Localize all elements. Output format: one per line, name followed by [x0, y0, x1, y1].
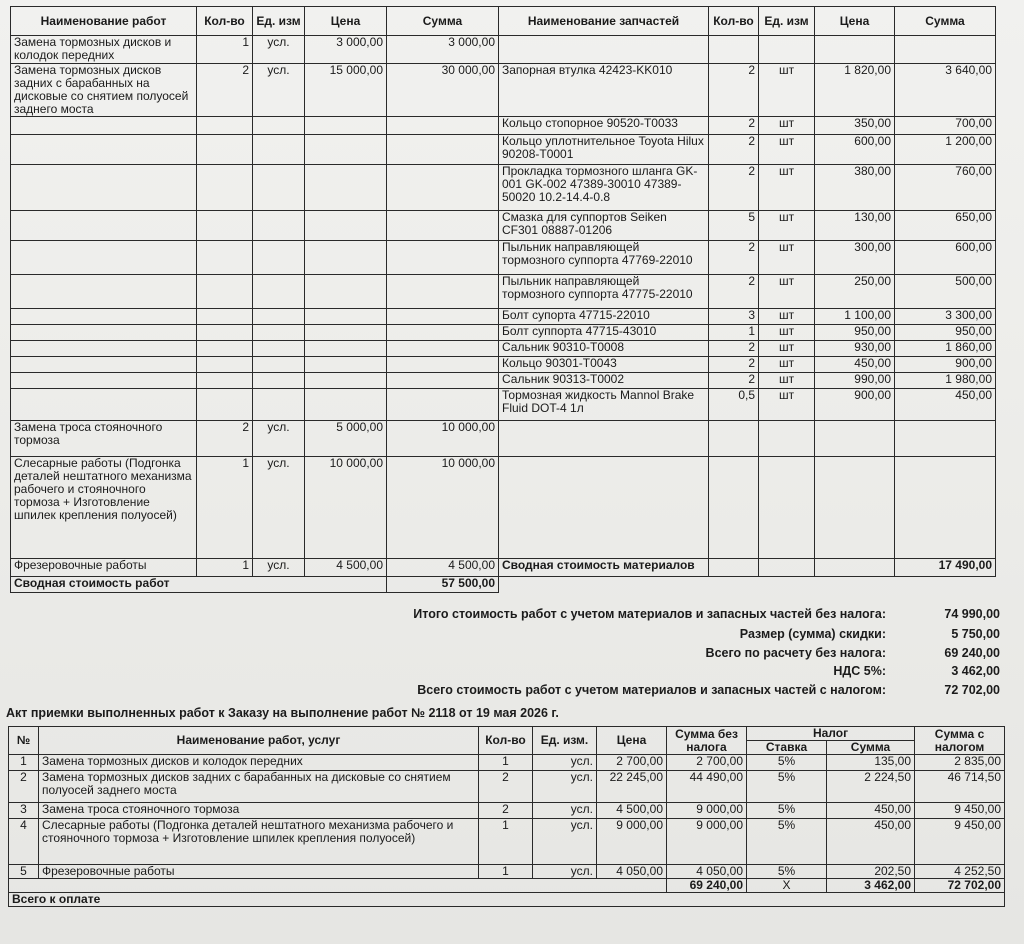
work-unit-cell	[253, 357, 305, 373]
work-sum-cell	[387, 165, 499, 211]
service-name-cell: Замена троса стояночного тормоза	[39, 803, 479, 819]
header-service-name: Наименование работ, услуг	[39, 727, 479, 755]
table-row	[11, 309, 996, 325]
header-part-name: Наименование запчастей	[499, 7, 709, 36]
service-qty-cell: 1	[479, 865, 533, 879]
header-price: Цена	[597, 727, 667, 755]
header-unit: Ед. изм.	[533, 727, 597, 755]
service-name-cell: Слесарные работы (Подгонка деталей нештатного механизма рабочего и стояночного тормоза + Изготовление шпилек крепления полуосей)	[39, 819, 479, 865]
table-row	[11, 457, 996, 559]
works-and-parts-table	[10, 6, 996, 593]
part-sum-cell: 600,00	[895, 241, 996, 275]
part-qty-cell: 2	[709, 165, 759, 211]
work-sum-cell	[387, 325, 499, 341]
work-qty-cell: 1	[197, 559, 253, 577]
part-price-cell: 380,00	[815, 165, 895, 211]
total-with-tax: 72 702,00	[915, 879, 1005, 893]
part-sum-cell: 700,00	[895, 117, 996, 135]
work-price-cell	[305, 389, 387, 421]
header-work-sum: Сумма	[387, 7, 499, 36]
part-price-cell: 930,00	[815, 341, 895, 357]
work-name-cell: Замена тормозных дисков задних с барабанных на дисковые со снятием полуосей заднего моста	[11, 64, 197, 117]
row-number-cell: 3	[9, 803, 39, 819]
part-price-cell: 130,00	[815, 211, 895, 241]
totals-row	[413, 607, 1000, 623]
work-qty-cell: 2	[197, 421, 253, 457]
part-unit-cell: шт	[759, 64, 815, 117]
tax-sum-cell: 135,00	[827, 755, 915, 771]
work-name-cell	[11, 341, 197, 357]
tax-rate-cell: 5%	[747, 819, 827, 865]
totals-row	[833, 664, 1000, 680]
part-name-cell: Кольцо стопорное 90520-T0033	[499, 117, 709, 135]
totals-value: 5 750,00	[951, 627, 1000, 641]
row-number-cell: 1	[9, 755, 39, 771]
part-sum-cell	[895, 457, 996, 559]
work-price-cell	[305, 325, 387, 341]
table-row	[11, 559, 996, 577]
totals-value: 74 990,00	[944, 607, 1000, 621]
totals-label: Всего по расчету без налога:	[705, 646, 886, 660]
part-name-cell: Кольцо уплотнительное Toyota Hilux 90208-T0001	[499, 135, 709, 165]
part-qty-cell: 2	[709, 373, 759, 389]
work-qty-cell	[197, 309, 253, 325]
part-name-cell	[499, 36, 709, 64]
part-unit-cell	[759, 559, 815, 577]
header-work-name: Наименование работ	[11, 7, 197, 36]
part-qty-cell	[709, 421, 759, 457]
work-unit-cell: усл.	[253, 559, 305, 577]
table-row	[11, 341, 996, 357]
act-row	[9, 803, 1005, 819]
table-row	[11, 135, 996, 165]
part-unit-cell: шт	[759, 117, 815, 135]
work-qty-cell	[197, 135, 253, 165]
part-qty-cell	[709, 36, 759, 64]
work-qty-cell	[197, 275, 253, 309]
part-price-cell	[815, 421, 895, 457]
part-qty-cell: 2	[709, 357, 759, 373]
work-name-cell	[11, 135, 197, 165]
part-price-cell: 300,00	[815, 241, 895, 275]
act-title: Акт приемки выполненных работ к Заказу на выполнение работ № 2118 от 19 мая 2026 г.	[6, 706, 559, 720]
part-unit-cell: шт	[759, 211, 815, 241]
work-unit-cell: усл.	[253, 64, 305, 117]
service-total-cell: 9 450,00	[915, 803, 1005, 819]
work-price-cell: 15 000,00	[305, 64, 387, 117]
work-qty-cell: 1	[197, 36, 253, 64]
tax-sum-cell: 450,00	[827, 803, 915, 819]
part-name-cell: Болт супорта 47715-22010	[499, 309, 709, 325]
work-name-cell: Замена троса стояночного тормоза	[11, 421, 197, 457]
work-price-cell	[305, 275, 387, 309]
totals-row	[417, 683, 1000, 699]
part-price-cell: 1 820,00	[815, 64, 895, 117]
part-name-cell: Сводная стоимость материалов	[499, 559, 709, 577]
work-unit-cell	[253, 117, 305, 135]
part-unit-cell: шт	[759, 165, 815, 211]
table-row	[11, 211, 996, 241]
tax-sum-cell: 2 224,50	[827, 771, 915, 803]
work-qty-cell	[197, 341, 253, 357]
part-name-cell: Пыльник направляющей тормозного суппорта 47769-22010	[499, 241, 709, 275]
totals-value: 69 240,00	[944, 646, 1000, 660]
service-total-cell: 46 714,50	[915, 771, 1005, 803]
act-row	[9, 755, 1005, 771]
work-qty-cell	[197, 241, 253, 275]
service-unit-cell: усл.	[533, 819, 597, 865]
works-summary-label: Сводная стоимость работ	[11, 577, 387, 593]
service-qty-cell: 2	[479, 771, 533, 803]
part-qty-cell: 2	[709, 275, 759, 309]
part-qty-cell: 2	[709, 135, 759, 165]
work-name-cell	[11, 211, 197, 241]
work-price-cell	[305, 165, 387, 211]
header-no: №	[9, 727, 39, 755]
work-sum-cell: 3 000,00	[387, 36, 499, 64]
header-work-unit: Ед. изм	[253, 7, 305, 36]
part-price-cell	[815, 36, 895, 64]
part-name-cell	[499, 421, 709, 457]
part-name-cell: Болт суппорта 47715-43010	[499, 325, 709, 341]
work-unit-cell	[253, 341, 305, 357]
work-name-cell	[11, 275, 197, 309]
tax-rate-cell: 5%	[747, 803, 827, 819]
work-name-cell: Фрезеровочные работы	[11, 559, 197, 577]
service-price-cell: 4 500,00	[597, 803, 667, 819]
part-sum-cell: 500,00	[895, 275, 996, 309]
service-name-cell: Замена тормозных дисков задних с барабанных на дисковые со снятием полуосей заднего моста	[39, 771, 479, 803]
part-sum-cell: 17 490,00	[895, 559, 996, 577]
work-unit-cell	[253, 309, 305, 325]
work-sum-cell	[387, 373, 499, 389]
work-qty-cell	[197, 117, 253, 135]
work-name-cell	[11, 389, 197, 421]
part-unit-cell: шт	[759, 373, 815, 389]
totals-value: 3 462,00	[951, 664, 1000, 678]
totals-value: 72 702,00	[944, 683, 1000, 697]
tax-sum-cell: 450,00	[827, 819, 915, 865]
work-qty-cell	[197, 357, 253, 373]
work-sum-cell: 10 000,00	[387, 421, 499, 457]
part-qty-cell: 2	[709, 117, 759, 135]
part-price-cell	[815, 457, 895, 559]
service-qty-cell: 2	[479, 803, 533, 819]
total-sum-no-tax: 69 240,00	[667, 879, 747, 893]
part-name-cell: Сальник 90313-T0002	[499, 373, 709, 389]
work-qty-cell: 1	[197, 457, 253, 559]
part-name-cell: Смазка для суппортов Seiken CF301 08887-01206	[499, 211, 709, 241]
work-unit-cell: усл.	[253, 421, 305, 457]
work-name-cell: Слесарные работы (Подгонка деталей нештатного механизма рабочего и стояночного тормоза + Изготовление шпилек крепления полуосей)	[11, 457, 197, 559]
totals-label: Итого стоимость работ с учетом материалов и запасных частей без налога:	[413, 607, 886, 621]
work-sum-cell	[387, 357, 499, 373]
header-qty: Кол-во	[479, 727, 533, 755]
work-unit-cell	[253, 135, 305, 165]
work-qty-cell: 2	[197, 64, 253, 117]
part-qty-cell: 1	[709, 325, 759, 341]
part-unit-cell	[759, 421, 815, 457]
part-sum-cell: 760,00	[895, 165, 996, 211]
part-name-cell: Кольцо 90301-T0043	[499, 357, 709, 373]
part-qty-cell: 2	[709, 64, 759, 117]
work-unit-cell	[253, 373, 305, 389]
part-price-cell: 990,00	[815, 373, 895, 389]
table-row	[11, 389, 996, 421]
work-price-cell	[305, 241, 387, 275]
part-name-cell	[499, 457, 709, 559]
part-unit-cell: шт	[759, 357, 815, 373]
service-qty-cell: 1	[479, 755, 533, 771]
totals-label: Размер (сумма) скидки:	[739, 627, 886, 641]
work-price-cell	[305, 135, 387, 165]
work-sum-cell: 10 000,00	[387, 457, 499, 559]
row-number-cell: 4	[9, 819, 39, 865]
header-work-qty: Кол-во	[197, 7, 253, 36]
empty-cell	[499, 577, 996, 593]
service-sum-cell: 44 490,00	[667, 771, 747, 803]
work-unit-cell	[253, 389, 305, 421]
part-name-cell: Тормозная жидкость Mannol Brake Fluid DOT-4 1л	[499, 389, 709, 421]
header-sum-no-tax: Сумма без налога	[667, 727, 747, 755]
service-name-cell: Фрезеровочные работы	[39, 865, 479, 879]
service-unit-cell: усл.	[533, 803, 597, 819]
pay-total-label: Всего к оплате	[9, 893, 1005, 907]
work-unit-cell	[253, 325, 305, 341]
works-table-header	[11, 7, 996, 36]
service-total-cell: 9 450,00	[915, 819, 1005, 865]
table-row	[11, 325, 996, 341]
part-unit-cell: шт	[759, 341, 815, 357]
part-sum-cell	[895, 421, 996, 457]
part-qty-cell: 5	[709, 211, 759, 241]
act-row	[9, 865, 1005, 879]
table-row	[11, 421, 996, 457]
table-row	[11, 117, 996, 135]
part-name-cell: Запорная втулка 42423-KK010	[499, 64, 709, 117]
part-unit-cell	[759, 36, 815, 64]
service-unit-cell: усл.	[533, 771, 597, 803]
part-name-cell: Прокладка тормозного шланга GK-001 GK-002 47389-30010 47389-50020 10.2-14.4-0.8	[499, 165, 709, 211]
tax-rate-cell: 5%	[747, 755, 827, 771]
part-price-cell: 450,00	[815, 357, 895, 373]
header-part-unit: Ед. изм	[759, 7, 815, 36]
part-sum-cell: 450,00	[895, 389, 996, 421]
part-sum-cell: 650,00	[895, 211, 996, 241]
table-row	[11, 373, 996, 389]
part-name-cell: Сальник 90310-T0008	[499, 341, 709, 357]
act-row	[9, 771, 1005, 803]
service-total-cell: 4 252,50	[915, 865, 1005, 879]
table-row	[11, 165, 996, 211]
work-unit-cell	[253, 275, 305, 309]
work-sum-cell: 4 500,00	[387, 559, 499, 577]
work-price-cell	[305, 211, 387, 241]
service-price-cell: 22 245,00	[597, 771, 667, 803]
header-tax-rate: Ставка	[747, 741, 827, 755]
work-qty-cell	[197, 325, 253, 341]
header-part-sum: Сумма	[895, 7, 996, 36]
part-sum-cell: 1 200,00	[895, 135, 996, 165]
work-sum-cell	[387, 309, 499, 325]
part-unit-cell	[759, 457, 815, 559]
part-sum-cell: 3 640,00	[895, 64, 996, 117]
row-number-cell: 5	[9, 865, 39, 879]
part-price-cell: 900,00	[815, 389, 895, 421]
total-rate: X	[747, 879, 827, 893]
header-tax-sum: Сумма	[827, 741, 915, 755]
work-price-cell: 5 000,00	[305, 421, 387, 457]
work-name-cell	[11, 241, 197, 275]
part-qty-cell: 2	[709, 241, 759, 275]
work-qty-cell	[197, 165, 253, 211]
service-sum-cell: 4 050,00	[667, 865, 747, 879]
part-qty-cell: 0,5	[709, 389, 759, 421]
act-table	[8, 726, 1005, 907]
service-price-cell: 2 700,00	[597, 755, 667, 771]
part-price-cell: 350,00	[815, 117, 895, 135]
part-qty-cell	[709, 559, 759, 577]
part-sum-cell: 3 300,00	[895, 309, 996, 325]
part-price-cell: 600,00	[815, 135, 895, 165]
row-number-cell: 2	[9, 771, 39, 803]
work-unit-cell	[253, 241, 305, 275]
work-sum-cell	[387, 341, 499, 357]
work-price-cell	[305, 373, 387, 389]
totals-row	[706, 646, 1000, 662]
works-summary-row	[11, 577, 996, 593]
totals-label: НДС 5%:	[833, 664, 886, 678]
part-sum-cell	[895, 36, 996, 64]
work-name-cell	[11, 117, 197, 135]
service-total-cell: 2 835,00	[915, 755, 1005, 771]
work-qty-cell	[197, 211, 253, 241]
service-name-cell: Замена тормозных дисков и колодок передних	[39, 755, 479, 771]
part-sum-cell: 950,00	[895, 325, 996, 341]
table-row	[11, 357, 996, 373]
header-sum-with-tax: Сумма с налогом	[915, 727, 1005, 755]
act-total-row	[9, 879, 1005, 893]
work-sum-cell: 30 000,00	[387, 64, 499, 117]
header-work-price: Цена	[305, 7, 387, 36]
work-price-cell	[305, 117, 387, 135]
work-price-cell	[305, 357, 387, 373]
part-unit-cell: шт	[759, 275, 815, 309]
part-sum-cell: 1 980,00	[895, 373, 996, 389]
work-name-cell	[11, 325, 197, 341]
empty-cell	[9, 879, 667, 893]
service-unit-cell: усл.	[533, 755, 597, 771]
table-row	[11, 64, 996, 117]
tax-rate-cell: 5%	[747, 771, 827, 803]
part-sum-cell: 1 860,00	[895, 341, 996, 357]
part-unit-cell: шт	[759, 389, 815, 421]
part-qty-cell: 3	[709, 309, 759, 325]
work-name-cell	[11, 165, 197, 211]
work-sum-cell	[387, 135, 499, 165]
work-unit-cell	[253, 165, 305, 211]
work-unit-cell	[253, 211, 305, 241]
work-qty-cell	[197, 373, 253, 389]
totals-row	[740, 627, 1000, 643]
work-sum-cell	[387, 275, 499, 309]
act-header-row-1	[9, 727, 1005, 741]
work-name-cell	[11, 309, 197, 325]
service-price-cell: 4 050,00	[597, 865, 667, 879]
part-unit-cell: шт	[759, 135, 815, 165]
part-price-cell: 1 100,00	[815, 309, 895, 325]
tax-rate-cell: 5%	[747, 865, 827, 879]
part-unit-cell: шт	[759, 241, 815, 275]
work-price-cell	[305, 309, 387, 325]
part-price-cell: 250,00	[815, 275, 895, 309]
header-part-qty: Кол-во	[709, 7, 759, 36]
work-sum-cell	[387, 211, 499, 241]
table-row	[11, 241, 996, 275]
part-name-cell: Пыльник направляющей тормозного суппорта 47775-22010	[499, 275, 709, 309]
service-price-cell: 9 000,00	[597, 819, 667, 865]
work-name-cell	[11, 373, 197, 389]
work-sum-cell	[387, 389, 499, 421]
service-qty-cell: 1	[479, 819, 533, 865]
act-footer-row	[9, 893, 1005, 907]
header-tax: Налог	[747, 727, 915, 741]
work-name-cell	[11, 357, 197, 373]
totals-label: Всего стоимость работ с учетом материалов и запасных частей с налогом:	[417, 683, 886, 697]
service-sum-cell: 9 000,00	[667, 803, 747, 819]
part-price-cell: 950,00	[815, 325, 895, 341]
part-sum-cell: 900,00	[895, 357, 996, 373]
part-qty-cell	[709, 457, 759, 559]
work-price-cell: 4 500,00	[305, 559, 387, 577]
header-part-price: Цена	[815, 7, 895, 36]
work-qty-cell	[197, 389, 253, 421]
work-price-cell	[305, 341, 387, 357]
service-sum-cell: 2 700,00	[667, 755, 747, 771]
work-price-cell: 10 000,00	[305, 457, 387, 559]
tax-sum-cell: 202,50	[827, 865, 915, 879]
works-summary-value: 57 500,00	[387, 577, 499, 593]
part-unit-cell: шт	[759, 309, 815, 325]
total-tax: 3 462,00	[827, 879, 915, 893]
act-row	[9, 819, 1005, 865]
work-price-cell: 3 000,00	[305, 36, 387, 64]
work-sum-cell	[387, 241, 499, 275]
service-unit-cell: усл.	[533, 865, 597, 879]
table-row	[11, 36, 996, 64]
part-qty-cell: 2	[709, 341, 759, 357]
part-unit-cell: шт	[759, 325, 815, 341]
work-unit-cell: усл.	[253, 36, 305, 64]
work-unit-cell: усл.	[253, 457, 305, 559]
part-price-cell	[815, 559, 895, 577]
service-sum-cell: 9 000,00	[667, 819, 747, 865]
work-name-cell: Замена тормозных дисков и колодок передних	[11, 36, 197, 64]
work-sum-cell	[387, 117, 499, 135]
table-row	[11, 275, 996, 309]
